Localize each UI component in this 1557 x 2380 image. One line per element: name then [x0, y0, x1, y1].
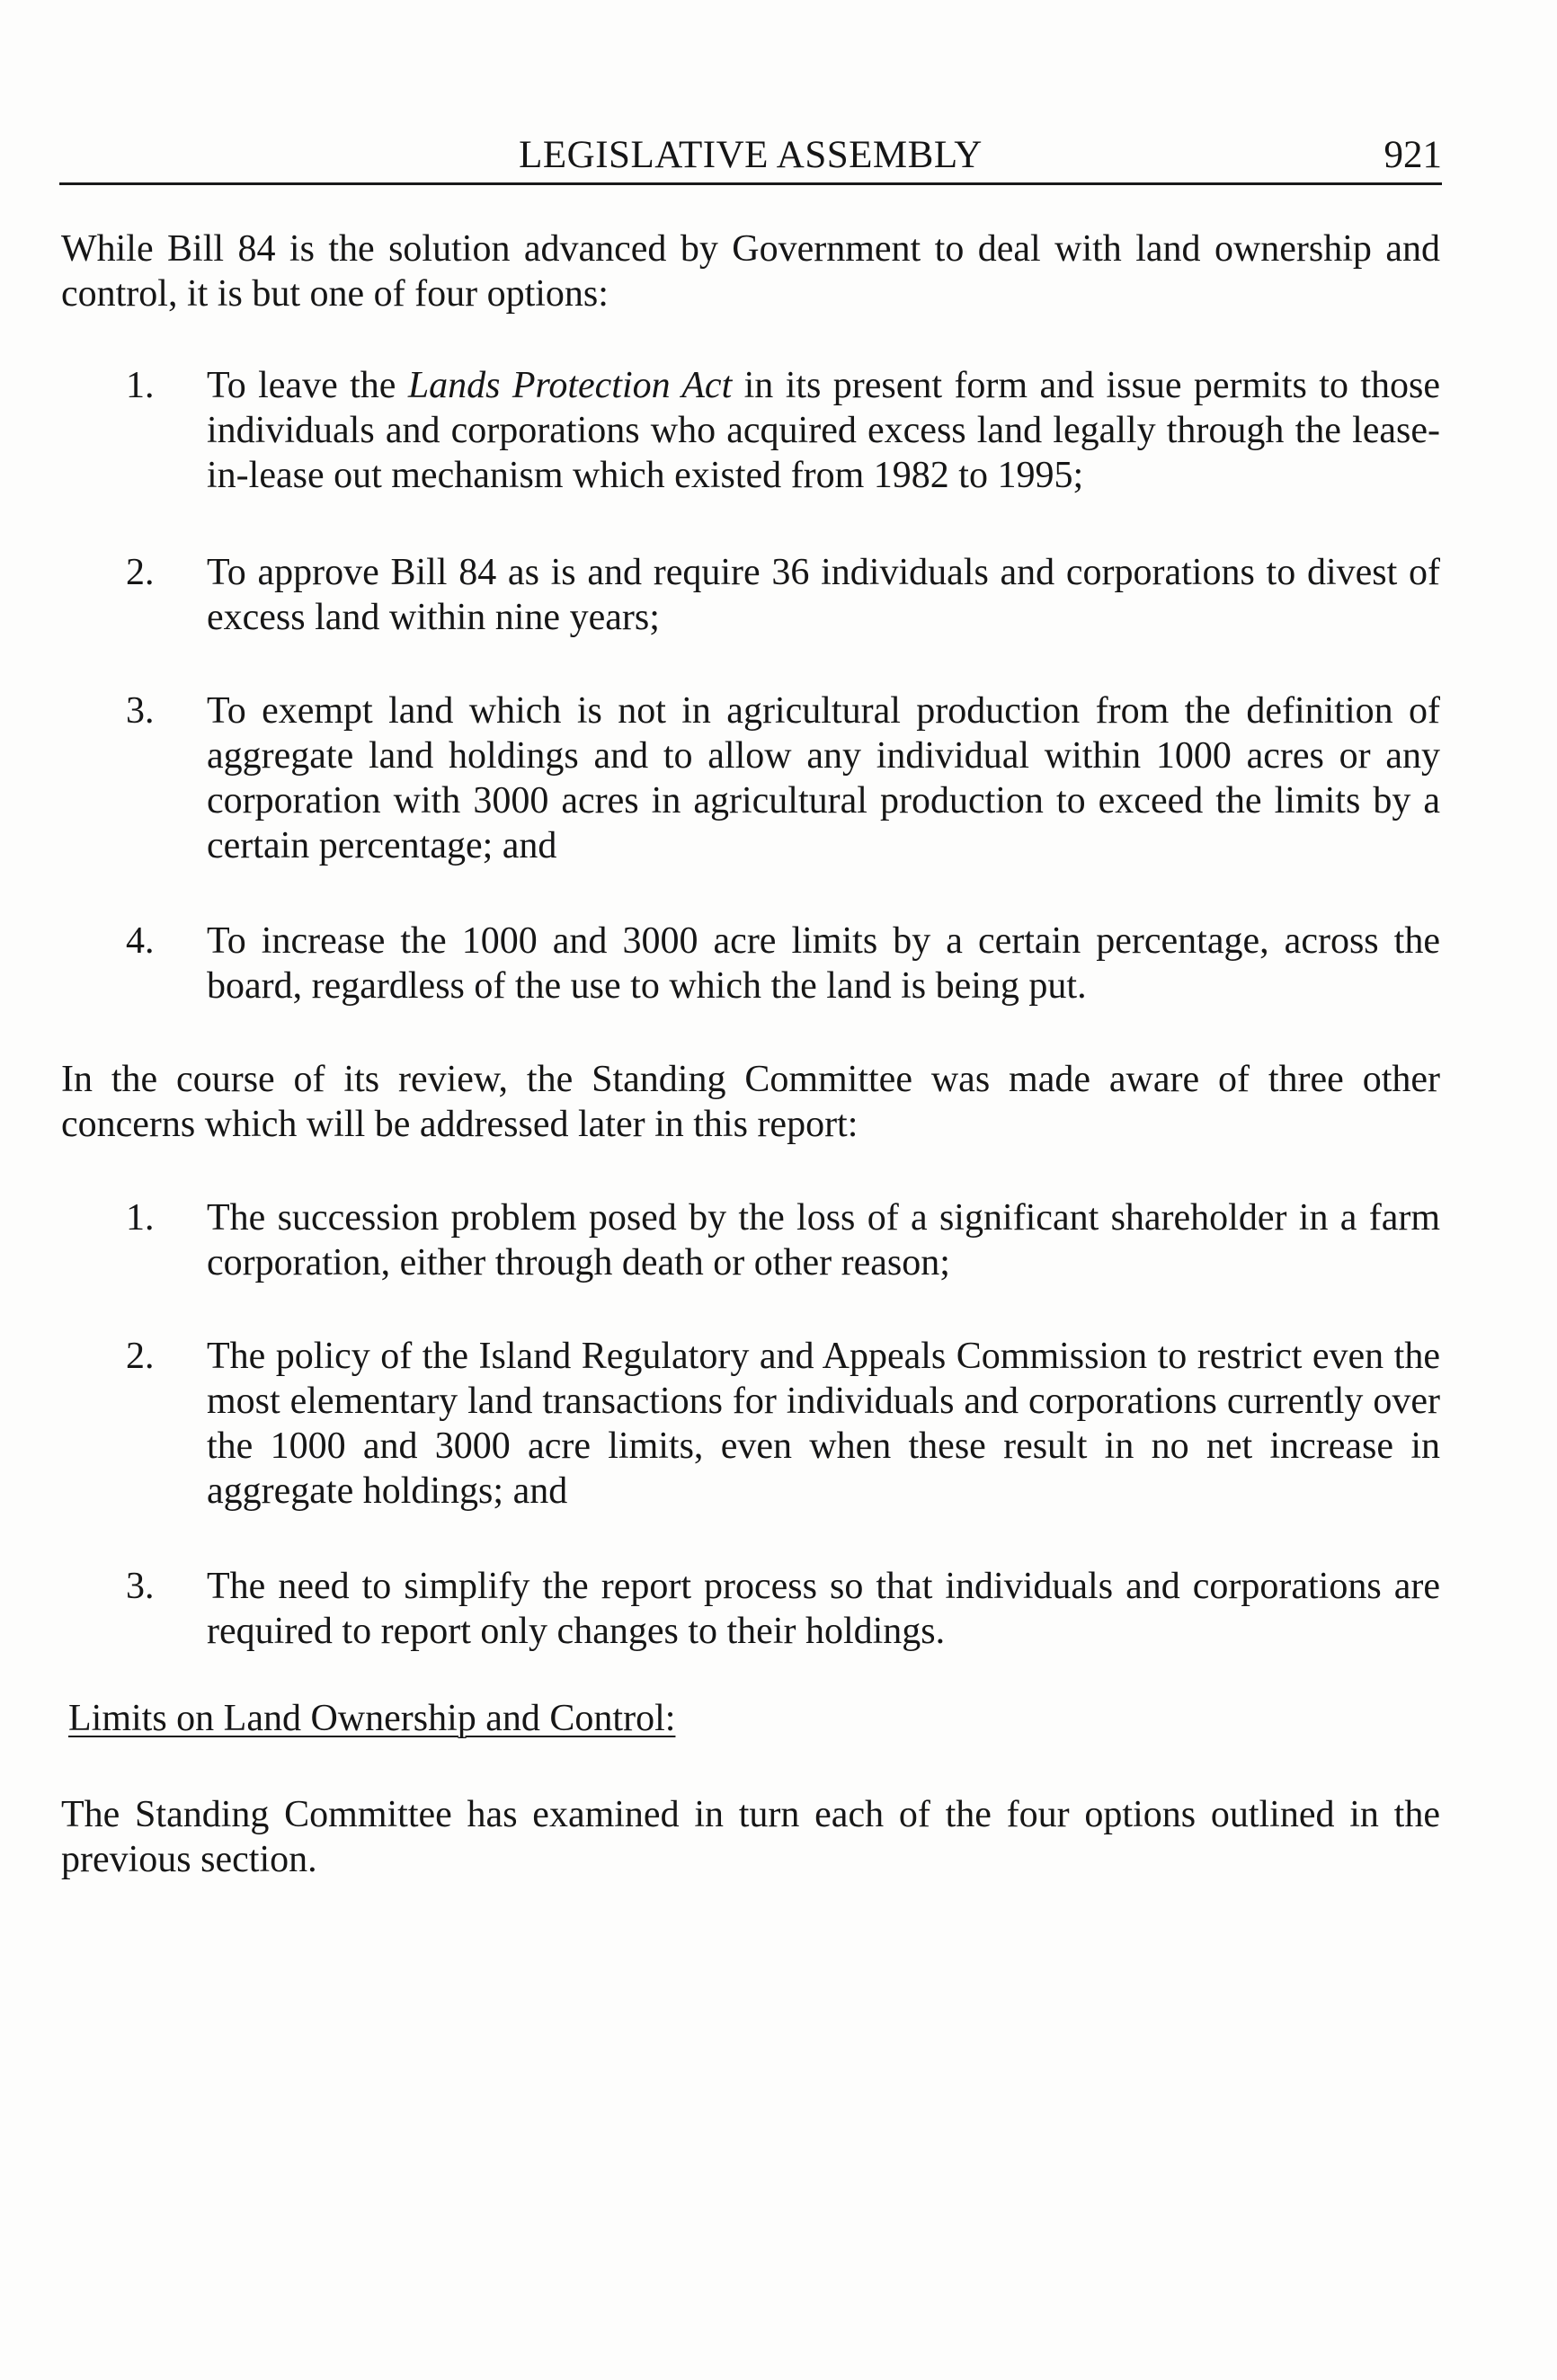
list-text: The need to simplify the report process so that individuals and corporations are required to report only changes to their holdings.	[207, 1566, 1440, 1652]
list-text: The policy of the Island Regulatory and Appeals Commission to restrict even the most elementary land transactions for individuals and corporations currently over the 1000 and 3000 acre limits, even when these result in no net increase in aggregate holdings; and	[207, 1336, 1440, 1512]
list-number: 3.	[126, 1566, 155, 1607]
list-text: To leave the Lands Protection Act in its present form and issue permits to those individuals and corporations who acquired excess land legally through the lease-in-lease out mechanism which existed from 1982 to 1995;	[207, 365, 1440, 496]
act-title: Lands Protection Act	[407, 365, 733, 406]
list-number: 4.	[126, 920, 155, 962]
list-text: The succession problem posed by the loss of a significant shareholder in a farm corporation, either through death or other reason;	[207, 1197, 1440, 1283]
list-text: To approve Bill 84 as is and require 36 individuals and corporations to divest of excess land within nine years;	[207, 552, 1440, 638]
list-number: 2.	[126, 1336, 155, 1377]
section-heading: Limits on Land Ownership and Control:	[68, 1698, 676, 1739]
list-number: 1.	[126, 1197, 155, 1239]
list-number: 2.	[126, 552, 155, 593]
review-paragraph: In the course of its review, the Standing Committee was made aware of three other concerns which will be addressed later in this report:	[61, 1059, 1440, 1145]
list-number: 3.	[126, 690, 155, 732]
intro-paragraph: While Bill 84 is the solution advanced by Government to deal with land ownership and control, it is but one of four options:	[61, 228, 1440, 315]
page-header	[59, 129, 1442, 182]
list-text: To increase the 1000 and 3000 acre limits by a certain percentage, across the board, regardless of the use to which the land is being put.	[207, 920, 1440, 1007]
list-number: 1.	[126, 365, 155, 406]
header-rule	[59, 182, 1442, 185]
list-text: To exempt land which is not in agricultural production from the definition of aggregate land holdings and to allow any individual within 1000 acres or any corporation with 3000 acres in agricultural production to exceed the limits by a certain percentage; and	[207, 690, 1440, 866]
header-title: LEGISLATIVE ASSEMBLY	[519, 134, 983, 176]
page-number: 921	[1384, 134, 1442, 176]
section-paragraph: The Standing Committee has examined in turn each of the four options outlined in the previous section.	[61, 1794, 1440, 1880]
